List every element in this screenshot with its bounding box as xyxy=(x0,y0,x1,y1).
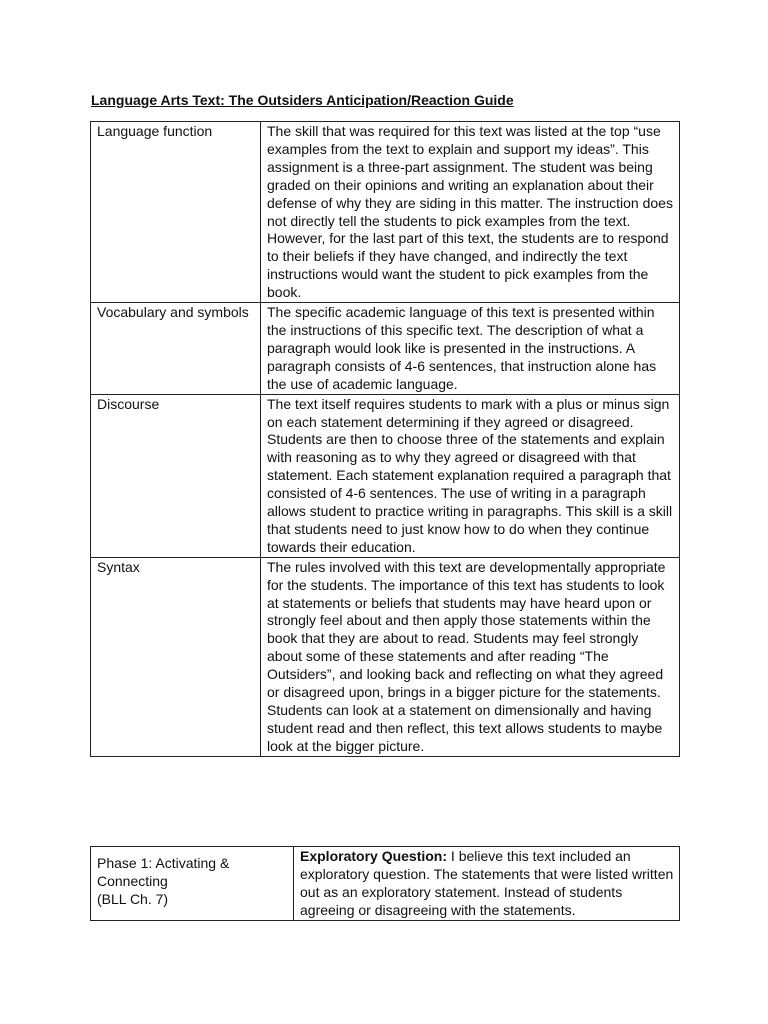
table-row xyxy=(91,122,680,303)
exploratory-question-label: Exploratory Question: xyxy=(300,848,448,864)
row-text-discourse: The text itself requires students to mark with a plus or minus sign on each statement determining if they agreed or disagreed. Students are then to choose three of the statements and explain with reasoning as to why they agreed or disagreed with that statement. Each statement explanation required a paragraph that consisted of 4-6 sentences. The use of writing in a paragraph allows student to practice writing in paragraphs. This skill is a skill that students need to just know how to do when they continue towards their education. xyxy=(261,394,680,557)
document-title: Language Arts Text: The Outsiders Anticipation/Reaction Guide xyxy=(91,92,514,108)
phase-label-cell xyxy=(91,847,294,921)
row-label-discourse: Discourse xyxy=(91,394,261,557)
row-text-syntax: The rules involved with this text are developmentally appropriate for the students. The importance of this text has students to look at statements or beliefs that students may have heard upon or strongly feel about and then apply those statements within the book that they are about to read. Students may feel strongly about some of these statements and after reading “The Outsiders”, and looking back and reflecting on what they agreed or disagreed upon, brings in a bigger picture for the statements. Students can look at a statement on dimensionally and having student read and then reflect, this text allows students to maybe look at the bigger picture. xyxy=(261,557,680,756)
analysis-table xyxy=(90,121,680,757)
row-text-vocabulary: The specific academic language of this text is presented within the instructions of this specific text. The description of what a paragraph would look like is presented in the instructions. A paragraph consists of 4-6 sentences, that instruction alone has the use of academic language. xyxy=(261,303,680,395)
table-row xyxy=(91,303,680,395)
table-row xyxy=(91,557,680,756)
phase-chapter-ref: (BLL Ch. 7) xyxy=(97,890,169,907)
exploratory-question-cell xyxy=(294,847,680,921)
phase-table xyxy=(90,846,680,921)
table-row xyxy=(91,394,680,557)
phase-label-line: Connecting xyxy=(97,872,168,889)
phase-label-line: Phase 1: Activating & xyxy=(97,855,230,871)
row-label-language-function: Language function xyxy=(91,122,261,303)
row-label-vocabulary: Vocabulary and symbols xyxy=(91,303,261,395)
row-text-language-function: The skill that was required for this text was listed at the top “use examples from the text to explain and support my ideas”. This assignment is a three-part assignment. The student was being graded on their opinions and writing an explanation about their defense of why they are siding in this matter. The instruction does not directly tell the students to pick examples from the text. However, for the last part of this text, the students are to respond to their beliefs if they have changed, and indirectly the text instructions would want the student to pick examples from the book. xyxy=(261,122,680,303)
exploratory-question-text: I believe this text included an exploratory question. The statements that were listed written out as an exploratory statement. Instead of students agreeing or disagreeing with the statements. xyxy=(300,848,674,918)
row-label-syntax: Syntax xyxy=(91,557,261,756)
table-row xyxy=(91,847,680,921)
